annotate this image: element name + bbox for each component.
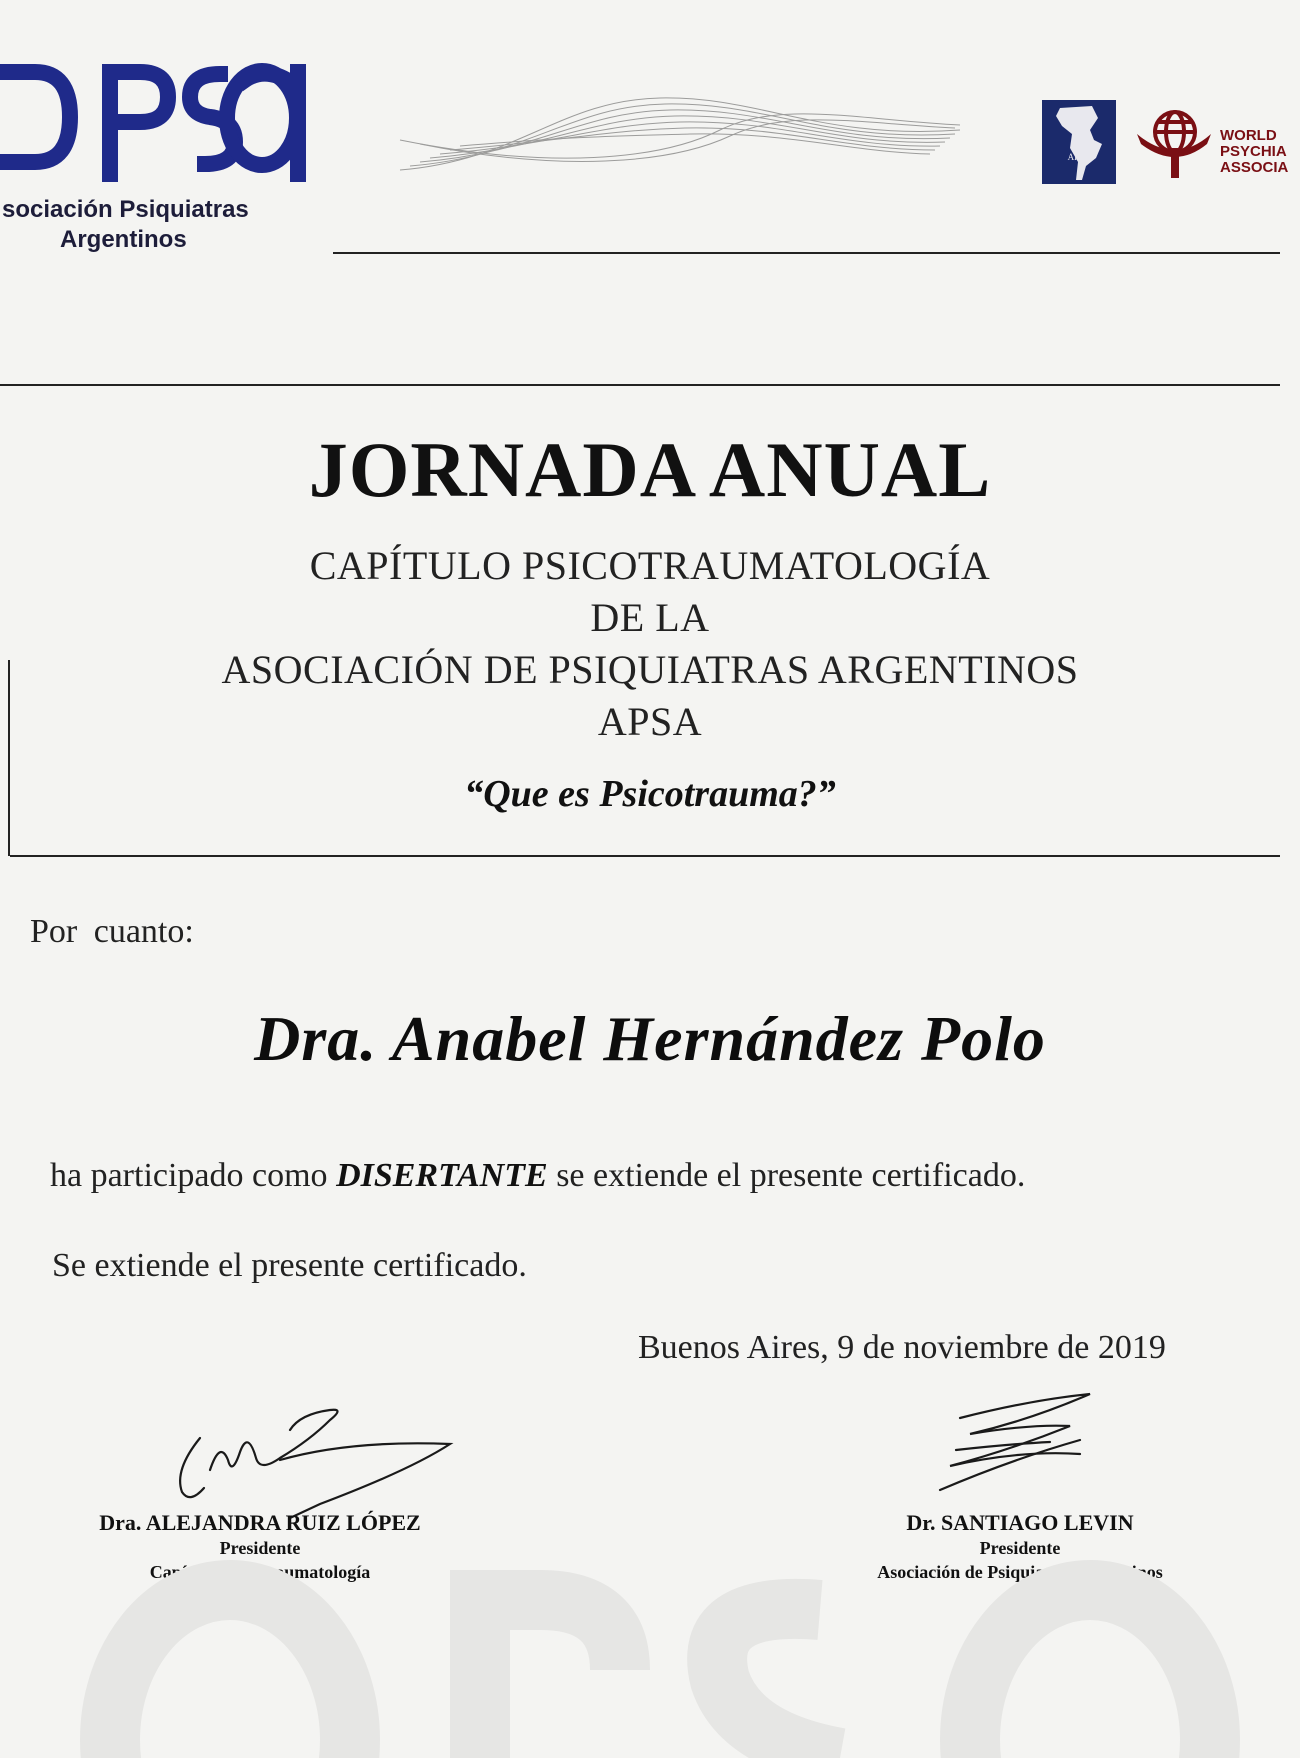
signatory-org: Capítulo Psicotraumatología <box>149 1562 371 1582</box>
signatory-org: Asociación de Psiquiatras Argentinos <box>877 1562 1163 1582</box>
por-cuanto-label: Por cuanto: <box>30 913 194 950</box>
closing-statement: Se extiende el presente certificado. <box>52 1247 527 1284</box>
subtitle-line: APSA <box>597 699 703 744</box>
signatory-name: Dra. ALEJANDRA RUIZ LÓPEZ <box>99 1510 421 1535</box>
signature-levin <box>930 1390 1100 1500</box>
wpa-name <box>1220 128 1288 176</box>
title-box-top-border <box>0 384 1280 386</box>
org-name-line1: sociación Psiquiatras <box>2 196 249 223</box>
place-and-date: Buenos Aires, 9 de noviembre de 2019 <box>638 1329 1166 1366</box>
apsa-logo <box>0 52 300 182</box>
signatory-role: Presidente <box>219 1538 301 1558</box>
recipient-name: Dra. Anabel Hernández Polo <box>254 1003 1046 1074</box>
decorative-wave <box>400 80 960 190</box>
wpa-globe-icon <box>1135 104 1213 180</box>
wpa-line: ASSOCIA <box>1220 159 1289 176</box>
subtitle-line: ASOCIACIÓN DE PSIQUIATRAS ARGENTINOS <box>221 647 1079 692</box>
header-divider <box>333 252 1280 254</box>
wpa-line: WORLD <box>1220 127 1277 144</box>
subtitle-line: CAPÍTULO PSICOTRAUMATOLOGÍA <box>309 543 991 588</box>
participation-prefix: ha participado como <box>50 1157 328 1194</box>
org-name-line2: Argentinos <box>60 226 187 253</box>
subtitle-line: DE LA <box>590 595 710 640</box>
title-box-bottom-border <box>10 855 1280 857</box>
wpa-line: PSYCHIA <box>1220 143 1287 160</box>
signatory-name: Dr. SANTIAGO LEVIN <box>906 1510 1134 1535</box>
event-theme-quote: “Que es Psicotrauma?” <box>464 773 836 815</box>
signatory-role: Presidente <box>979 1538 1061 1558</box>
participation-suffix: se extiende el presente certificado. <box>556 1157 1026 1194</box>
apal-label: APAL <box>1067 152 1091 162</box>
participation-statement <box>50 1157 1025 1195</box>
certificate-title: JORNADA ANUAL <box>308 426 992 513</box>
apsa-watermark <box>60 1540 1240 1758</box>
apal-logo <box>1042 100 1116 184</box>
participation-role: DISERTANTE <box>336 1157 548 1194</box>
